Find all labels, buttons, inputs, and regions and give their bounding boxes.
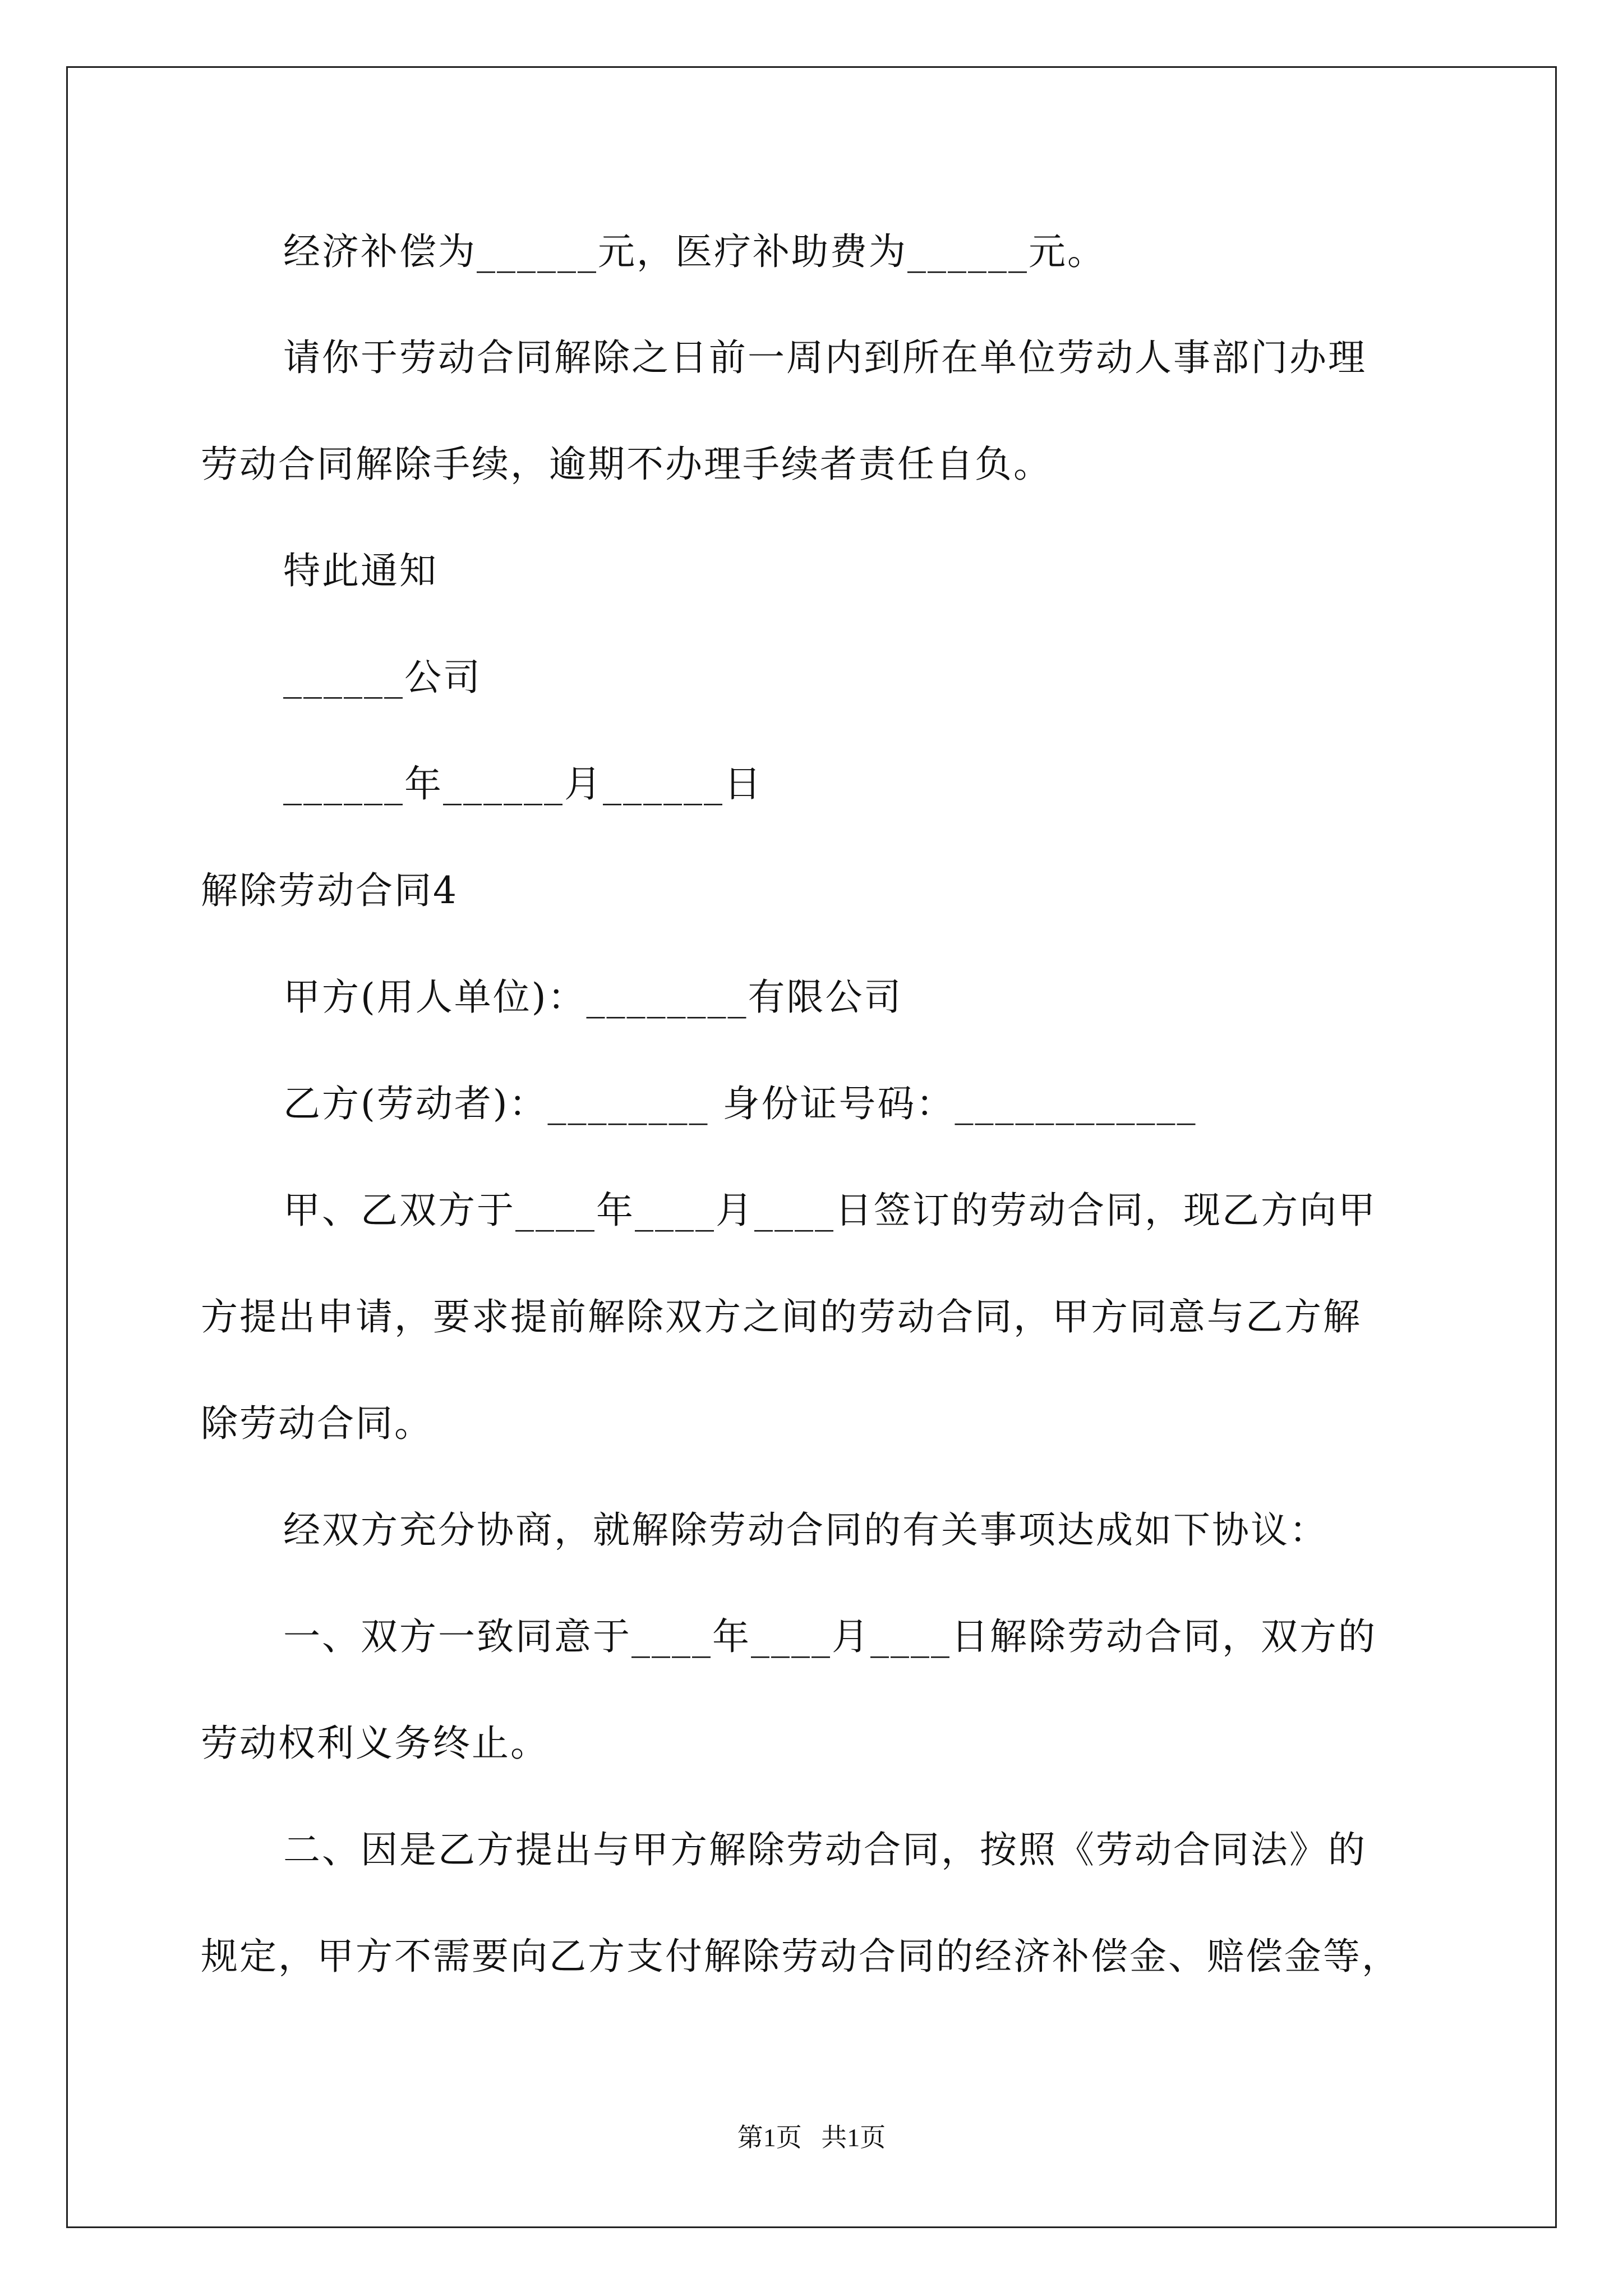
text-line-company: ______公司	[283, 656, 482, 699]
text-line-notice: 特此通知	[283, 549, 438, 592]
section-heading: 解除劳动合同4	[201, 869, 458, 912]
text-line-compensation: 经济补偿为______元，医疗补助费为______元。	[283, 230, 1106, 273]
text-line-para1-end: 除劳动合同。	[201, 1402, 433, 1445]
text-line-clause2: 二、因是乙方提出与甲方解除劳动合同，按照《劳动合同法》的	[283, 1828, 1367, 1871]
text-line-para1: 甲、乙双方于____年____月____日签订的劳动合同，现乙方向甲	[283, 1189, 1377, 1232]
page-border	[66, 66, 1557, 2228]
text-line-request-cont: 劳动合同解除手续，逾期不办理手续者责任自负。	[201, 443, 1052, 486]
text-line-request: 请你于劳动合同解除之日前一周内到所在单位劳动人事部门办理	[283, 336, 1367, 379]
text-line-para1-cont: 方提出申请，要求提前解除双方之间的劳动合同，甲方同意与乙方解	[201, 1295, 1362, 1338]
text-line-clause2-cont: 规定，甲方不需要向乙方支付解除劳动合同的经济补偿金、赔偿金等，	[201, 1935, 1400, 1978]
text-line-party-a: 甲方(用人单位)：________有限公司	[283, 976, 903, 1019]
text-line-clause1: 一、双方一致同意于____年____月____日解除劳动合同，双方的	[283, 1615, 1377, 1658]
page-footer: 第1页 共1页	[737, 2123, 886, 2152]
text-line-date: ______年______月______日	[283, 762, 763, 806]
text-line-party-b: 乙方(劳动者)：________ 身份证号码：____________	[283, 1082, 1197, 1125]
text-line-agreement: 经双方充分协商，就解除劳动合同的有关事项达成如下协议：	[283, 1508, 1328, 1552]
text-line-clause1-cont: 劳动权利义务终止。	[201, 1722, 549, 1765]
